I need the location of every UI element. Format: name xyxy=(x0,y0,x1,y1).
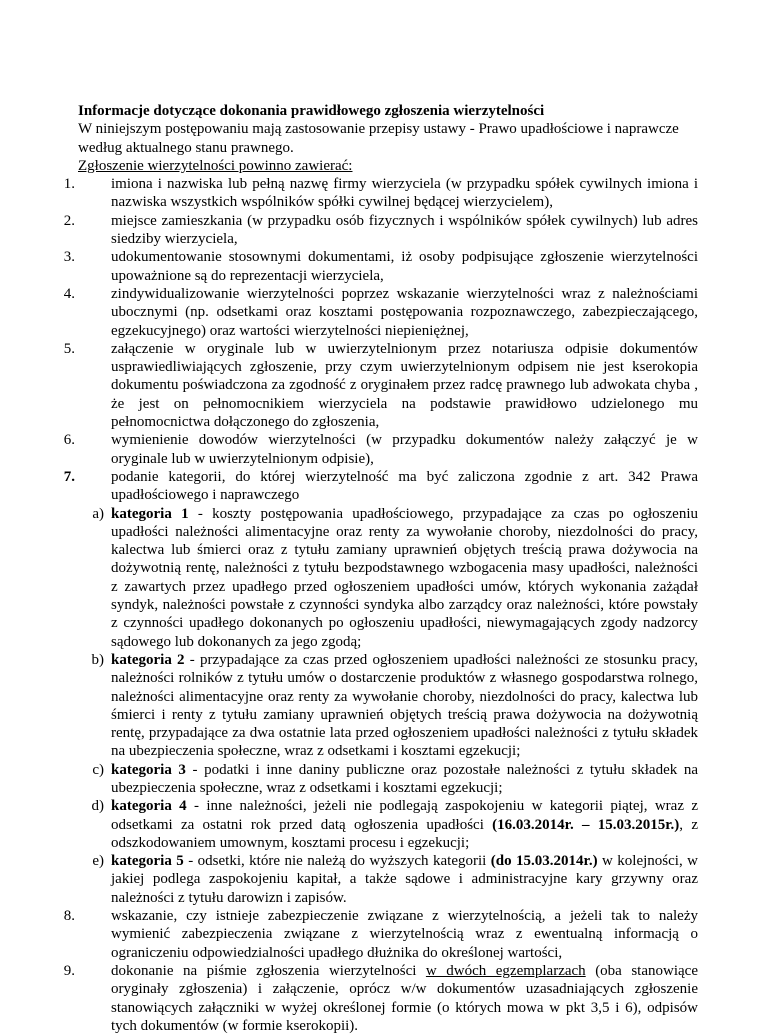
list-item xyxy=(63,285,698,340)
item-text: miejsce zamieszkania (w przypadku osób fizycznych i wspólników spółek cywilnych) lub adres siedziby wierzyciela, xyxy=(111,212,698,248)
category-sublist xyxy=(78,505,698,908)
list-item xyxy=(63,340,698,431)
category-text: - inne należności, jeżeli nie podlegają zaspokojeniu w kategorii piątej, wraz z odsetkami za ostatni rok przed datą ogłoszenia upadłości xyxy=(111,798,698,833)
document-title: Informacje dotyczące dokonania prawidłowego zgłoszenia wierzytelności xyxy=(78,103,545,119)
list-item xyxy=(63,962,698,1035)
list-item xyxy=(63,212,698,249)
item-text: zindywidualizowanie wierzytelności poprzez wskazanie wierzytelności wraz z należnościami ubocznymi (np. odsetkami oraz kosztami postępowania rozpoznawczego, zabezpieczającego, egzekucyjnego) oraz wartości wierzytelności niepieniężnej, xyxy=(111,285,698,339)
intro-paragraph: W niniejszym postępowaniu mają zastosowanie przepisy ustawy - Prawo upadłościowe i naprawcze według aktualnego stanu prawnego. xyxy=(78,121,679,156)
category-text: - odsetki, które nie należą do wyższych kategorii xyxy=(183,853,491,870)
item-text: wymienienie dowodów wierzytelności (w przypadku dokumentów należy załączyć je w oryginale lub w uwierzytelnionym odpisie), xyxy=(111,432,698,467)
category-letter: c) xyxy=(92,761,104,778)
list-item xyxy=(63,175,698,212)
category-label: kategoria 3 xyxy=(111,761,186,778)
item-number: 2. xyxy=(63,212,75,229)
list-item xyxy=(63,431,698,468)
item-text: załączenie w oryginale lub w uwierzytelnionym przez notariusza odpisie dokumentów usprawiedliwiających zgłoszenie, przy czym uwierzytelnionym odpisem nie jest kserokopia dokumentu poświadczona za zgodność z oryginałem przez radcę prawnego lub adwokata chyba , że jest on pełnomocnikiem wierzyciela na podstawie prawidłowo udzielonego mu pełnomocnictwa dołączonego do zgłoszenia, xyxy=(111,340,698,431)
list-item xyxy=(63,468,698,505)
category-letter: a) xyxy=(92,505,104,522)
item-text: dokonanie na piśmie zgłoszenia wierzytelności xyxy=(111,962,426,979)
category-letter: d) xyxy=(91,798,104,815)
category-item xyxy=(78,852,698,907)
category-text: - koszty postępowania upadłościowego, przypadające za czas po ogłoszeniu upadłości należności alimentacyjne oraz renty za wywołanie choroby, niezdolności do pracy, kalectwa lub śmierci oraz z tytułu zamiany uprawnień objętych treścią prawa dożywocia na dożywotnią rentę, należności z tytułu bezpodstawnego wzbogacenia masy upadłości, należności z zawartych przez upadłego przed ogłoszeniem upadłości umów, których wykonania zażądał syndyk, należności powstałe z czynności syndyka albo zarządcy oraz należności, które powstały z czynności upadłego dokonanych po ogłoszeniu upadłości, niewymagających zgody nadzorcy sądowego lub dokonanych za jego zgodą; xyxy=(111,505,698,650)
category-letter: b) xyxy=(91,651,104,668)
item-number: 8. xyxy=(63,908,75,925)
item-text: imiona i nazwiska lub pełną nazwę firmy wierzyciela (w przypadku spółek cywilnych imiona i nazwiska wszystkich wspólników spółki cywilnej będącej wierzycielem), xyxy=(111,176,698,211)
date-range: (do 15.03.2014r.) xyxy=(490,853,598,870)
item-number: 1. xyxy=(63,176,75,193)
item-number: 4. xyxy=(63,285,75,302)
document-page xyxy=(63,102,699,1035)
requirements-list xyxy=(63,175,699,1035)
category-letter: e) xyxy=(92,853,104,870)
category-text-cont: , z odszkodowaniem umownym, kosztami procesu i egzekucji; xyxy=(111,816,698,851)
category-label: kategoria 2 xyxy=(111,651,185,668)
list-item xyxy=(63,907,698,962)
category-label: kategoria 4 xyxy=(111,798,187,815)
category-item xyxy=(78,505,698,651)
item-text: udokumentowanie stosownymi dokumentami, iż osoby podpisujące zgłoszenie wierzytelności upoważnione są do reprezentacji wierzyciela, xyxy=(111,249,698,284)
item-number: 3. xyxy=(63,249,75,266)
category-item xyxy=(78,651,698,761)
date-range: (16.03.2014r. – 15.03.2015r.) xyxy=(492,816,680,833)
item-number: 5. xyxy=(63,340,75,357)
item-text: wskazanie, czy istnieje zabezpieczenie związane z wierzytelnością, a jeżeli tak to należy wymienić zabezpieczenia związane z wierzytelnością wraz z ewentualną informacją o ograniczeniu odpowiedzialności upadłego dłużnika do określonej wartości, xyxy=(111,908,698,961)
underlined-text: w dwóch egzemplarzach xyxy=(425,962,586,979)
item-number: 6. xyxy=(63,432,75,449)
item-text: podanie kategorii, do której wierzytelność ma być zaliczona zgodnie z art. 342 Prawa upadłościowego i naprawczego xyxy=(111,468,698,504)
item-number: 7. xyxy=(63,468,75,485)
category-text: - przypadające za czas przed ogłoszeniem upadłości należności ze stosunku pracy, należności rolników z tytułu umów o dostarczenie produktów z własnego gospodarstwa rolnego, należności alimentacyjne oraz renty za wywołanie choroby, niezdolności do pracy, kalectwa lub śmierci i renty z tytułu zamiany uprawnień objętych treścią prawa dożywocia na dożywotnią rentę, przypadające za dwa ostatnie lata przed ogłoszeniem upadłości należności z tytułu składek na ubezpieczenia społeczne, wraz z odsetkami i kosztami egzekucji; xyxy=(111,651,699,760)
category-item xyxy=(78,797,698,852)
category-label: kategoria 1 xyxy=(111,505,189,522)
category-text-cont: w kolejności, w jakiej podlega zaspokojeniu kapitał, a także sądowe i administracyjne kary grzywny oraz należności z tytułu darowizn i zapisów. xyxy=(111,853,698,906)
item-text-cont: (oba stanowiące oryginały zgłoszenia) i załączenie, oprócz w/w dokumentów uzasadniających zgłoszenie stanowiących załączniki w wyżej określonej formie (o których mowa w pkt 3,5 i 6), odpisów tych dokumentów (w formie kserokopii). xyxy=(111,962,698,1034)
category-item xyxy=(78,761,698,798)
category-text: - podatki i inne daniny publiczne oraz pozostałe należności z tytułu składek na ubezpieczenia społeczne, wraz z odsetkami i kosztami egzekucji; xyxy=(111,761,698,796)
item-number: 9. xyxy=(63,962,75,979)
list-heading: Zgłoszenie wierzytelności powinno zawierać: xyxy=(78,157,353,174)
list-item xyxy=(63,248,698,285)
category-label: kategoria 5 xyxy=(111,853,184,870)
